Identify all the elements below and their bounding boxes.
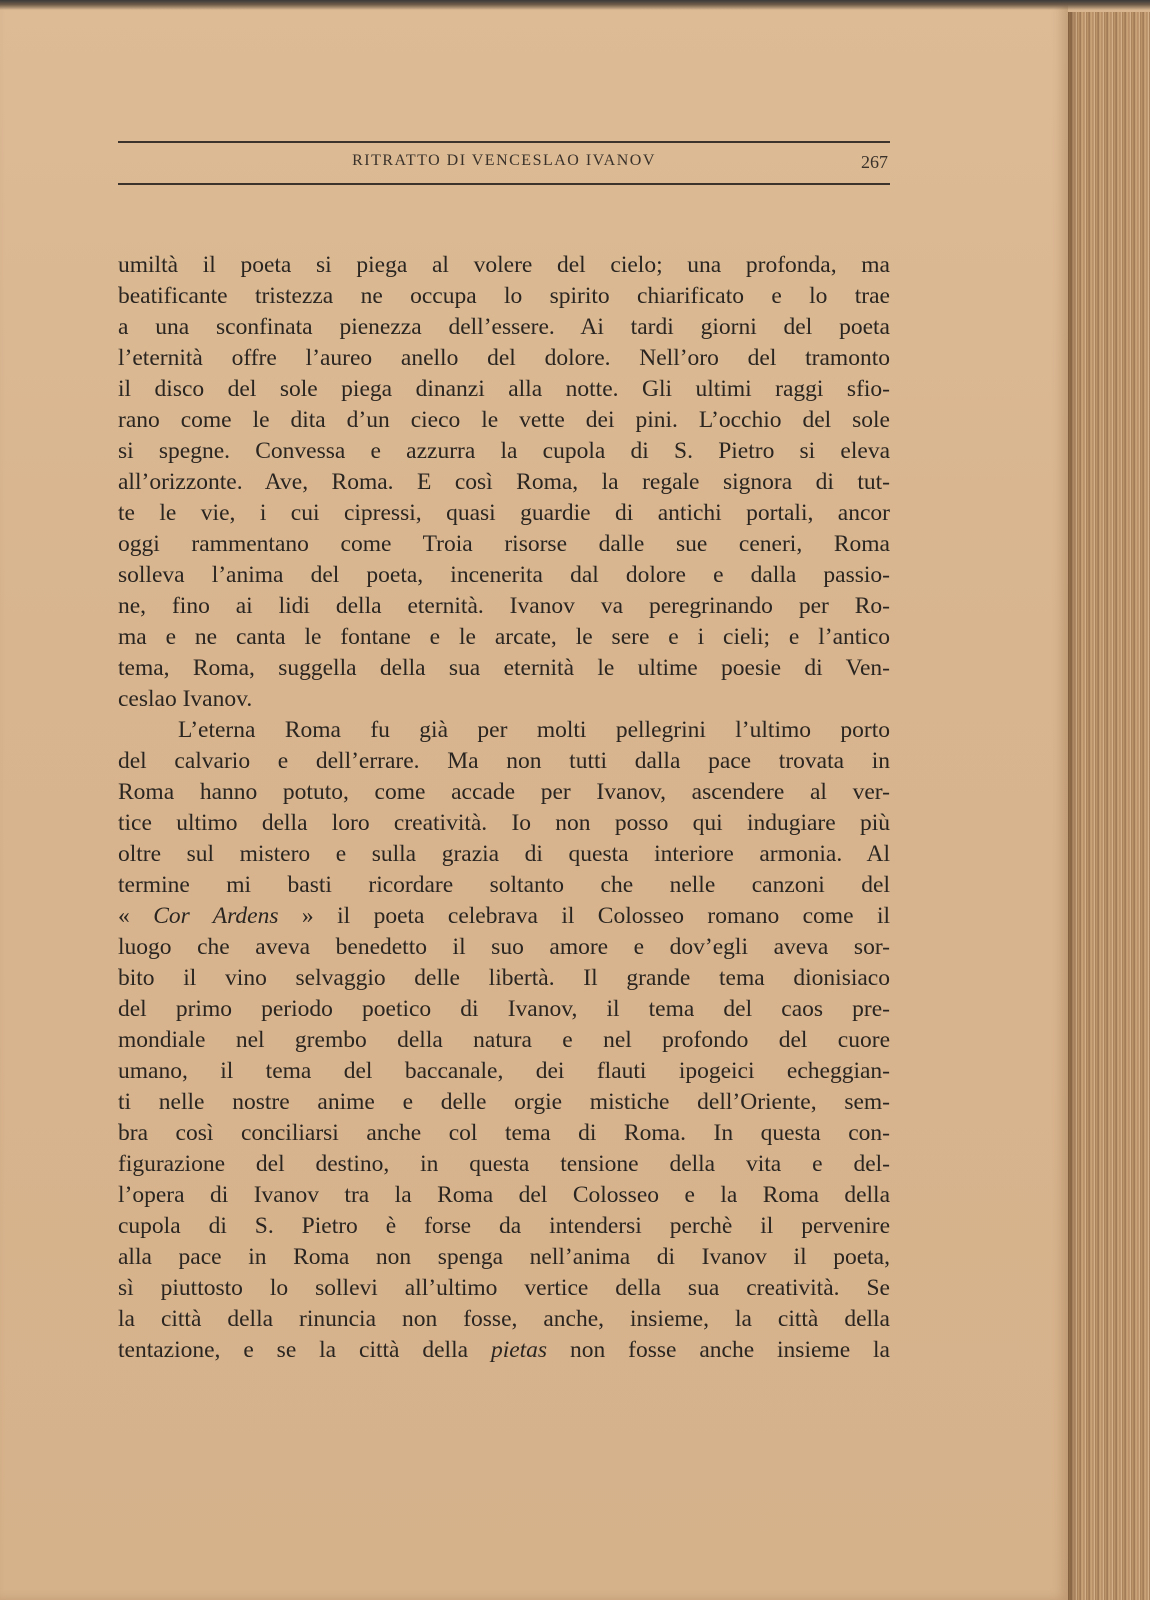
- header-rule-top: [118, 141, 890, 143]
- text-line: oltre sul mistero e sulla grazia di questa interiore armonia. Al: [118, 841, 890, 867]
- text-line: umiltà il poeta si piega al volere del cielo; una profonda, ma: [118, 252, 890, 278]
- text-line-paragraph-end: ceslao Ivanov.: [118, 686, 253, 712]
- text-line: sì piuttosto lo sollevi all’ultimo vertice della sua creatività. Se: [118, 1275, 890, 1301]
- top-shadow: [0, 0, 1150, 10]
- text-line: mondiale nel grembo della natura e nel profondo del cuore: [118, 1027, 890, 1053]
- body-text: [118, 250, 890, 1366]
- line-after: non fosse anche insieme la: [547, 1337, 890, 1363]
- text-line: oggi rammentano come Troia risorse dalle sue ceneri, Roma: [118, 531, 890, 557]
- text-line: bito il vino selvaggio delle libertà. Il grande tema dionisiaco: [118, 965, 890, 991]
- text-line: la città della rinuncia non fosse, anche, insieme, la città della: [118, 1306, 890, 1332]
- text-line: bra così conciliarsi anche col tema di Roma. In questa con-: [118, 1120, 890, 1146]
- text-line-pietas: [118, 1335, 890, 1366]
- text-line: ma e ne canta le fontane e le arcate, le sere e i cieli; e l’antico: [118, 624, 890, 650]
- text-line: figurazione del destino, in questa tensione della vita e del-: [118, 1151, 890, 1177]
- text-line: tema, Roma, suggella della sua eternità le ultime poesie di Ven-: [118, 655, 890, 681]
- text-line: umano, il tema del baccanale, dei flauti ipogeici echeggian-: [118, 1058, 890, 1084]
- header-rule-bottom: [118, 183, 890, 185]
- line-before: tentazione, e se la città della: [118, 1337, 491, 1363]
- text-line: te le vie, i cui cipressi, quasi guardie di antichi portali, ancor: [118, 500, 890, 526]
- text-line: tice ultimo della loro creatività. Io non posso qui indugiare più: [118, 810, 890, 836]
- line-rest: » il poeta celebrava il Colosseo romano come il: [278, 903, 890, 929]
- text-line: all’orizzonte. Ave, Roma. E così Roma, la regale signora di tut-: [118, 469, 890, 495]
- text-line: l’eternità offre l’aureo anello del dolore. Nell’oro del tramonto: [118, 345, 890, 371]
- text-line: a una sconfinata pienezza dell’essere. Ai tardi giorni del poeta: [118, 314, 890, 340]
- text-line: del calvario e dell’errare. Ma non tutti dalla pace trovata in: [118, 748, 890, 774]
- quote-open: «: [118, 903, 154, 929]
- text-line: ne, fino ai lidi della eternità. Ivanov va peregrinando per Ro-: [118, 593, 890, 619]
- text-line: cupola di S. Pietro è forse da intendersi perchè il pervenire: [118, 1213, 890, 1239]
- italic-title: Cor Ardens: [153, 903, 279, 929]
- text-line-paragraph-start: L’eterna Roma fu già per molti pellegrini l’ultimo porto: [178, 717, 890, 743]
- text-line: alla pace in Roma non spenga nell’anima di Ivanov il poeta,: [118, 1244, 890, 1270]
- text-line: il disco del sole piega dinanzi alla notte. Gli ultimi raggi sfio-: [118, 376, 890, 402]
- running-title: RITRATTO DI VENCESLAO IVANOV: [352, 152, 656, 169]
- page-edges: [1068, 12, 1150, 1600]
- text-line: si spegne. Convessa e azzurra la cupola di S. Pietro si eleva: [118, 438, 890, 464]
- running-head: [118, 152, 890, 178]
- text-line: luogo che aveva benedetto il suo amore e dov’egli aveva sor-: [118, 934, 890, 960]
- italic-word: pietas: [490, 1337, 548, 1363]
- text-line: beatificante tristezza ne occupa lo spirito chiarificato e lo trae: [118, 283, 890, 309]
- page-number: 267: [861, 152, 888, 172]
- text-line-cor-ardens: [118, 901, 890, 932]
- text-line: Roma hanno potuto, come accade per Ivanov, ascendere al ver-: [118, 779, 890, 805]
- text-line: rano come le dita d’un cieco le vette dei pini. L’occhio del sole: [118, 407, 890, 433]
- text-line: del primo periodo poetico di Ivanov, il tema del caos pre-: [118, 996, 890, 1022]
- text-line: ti nelle nostre anime e delle orgie mistiche dell’Oriente, sem-: [118, 1089, 890, 1115]
- text-line: l’opera di Ivanov tra la Roma del Colosseo e la Roma della: [118, 1182, 890, 1208]
- text-line: solleva l’anima del poeta, incenerita dal dolore e dalla passio-: [118, 562, 890, 588]
- text-line: termine mi basti ricordare soltanto che nelle canzoni del: [118, 872, 890, 898]
